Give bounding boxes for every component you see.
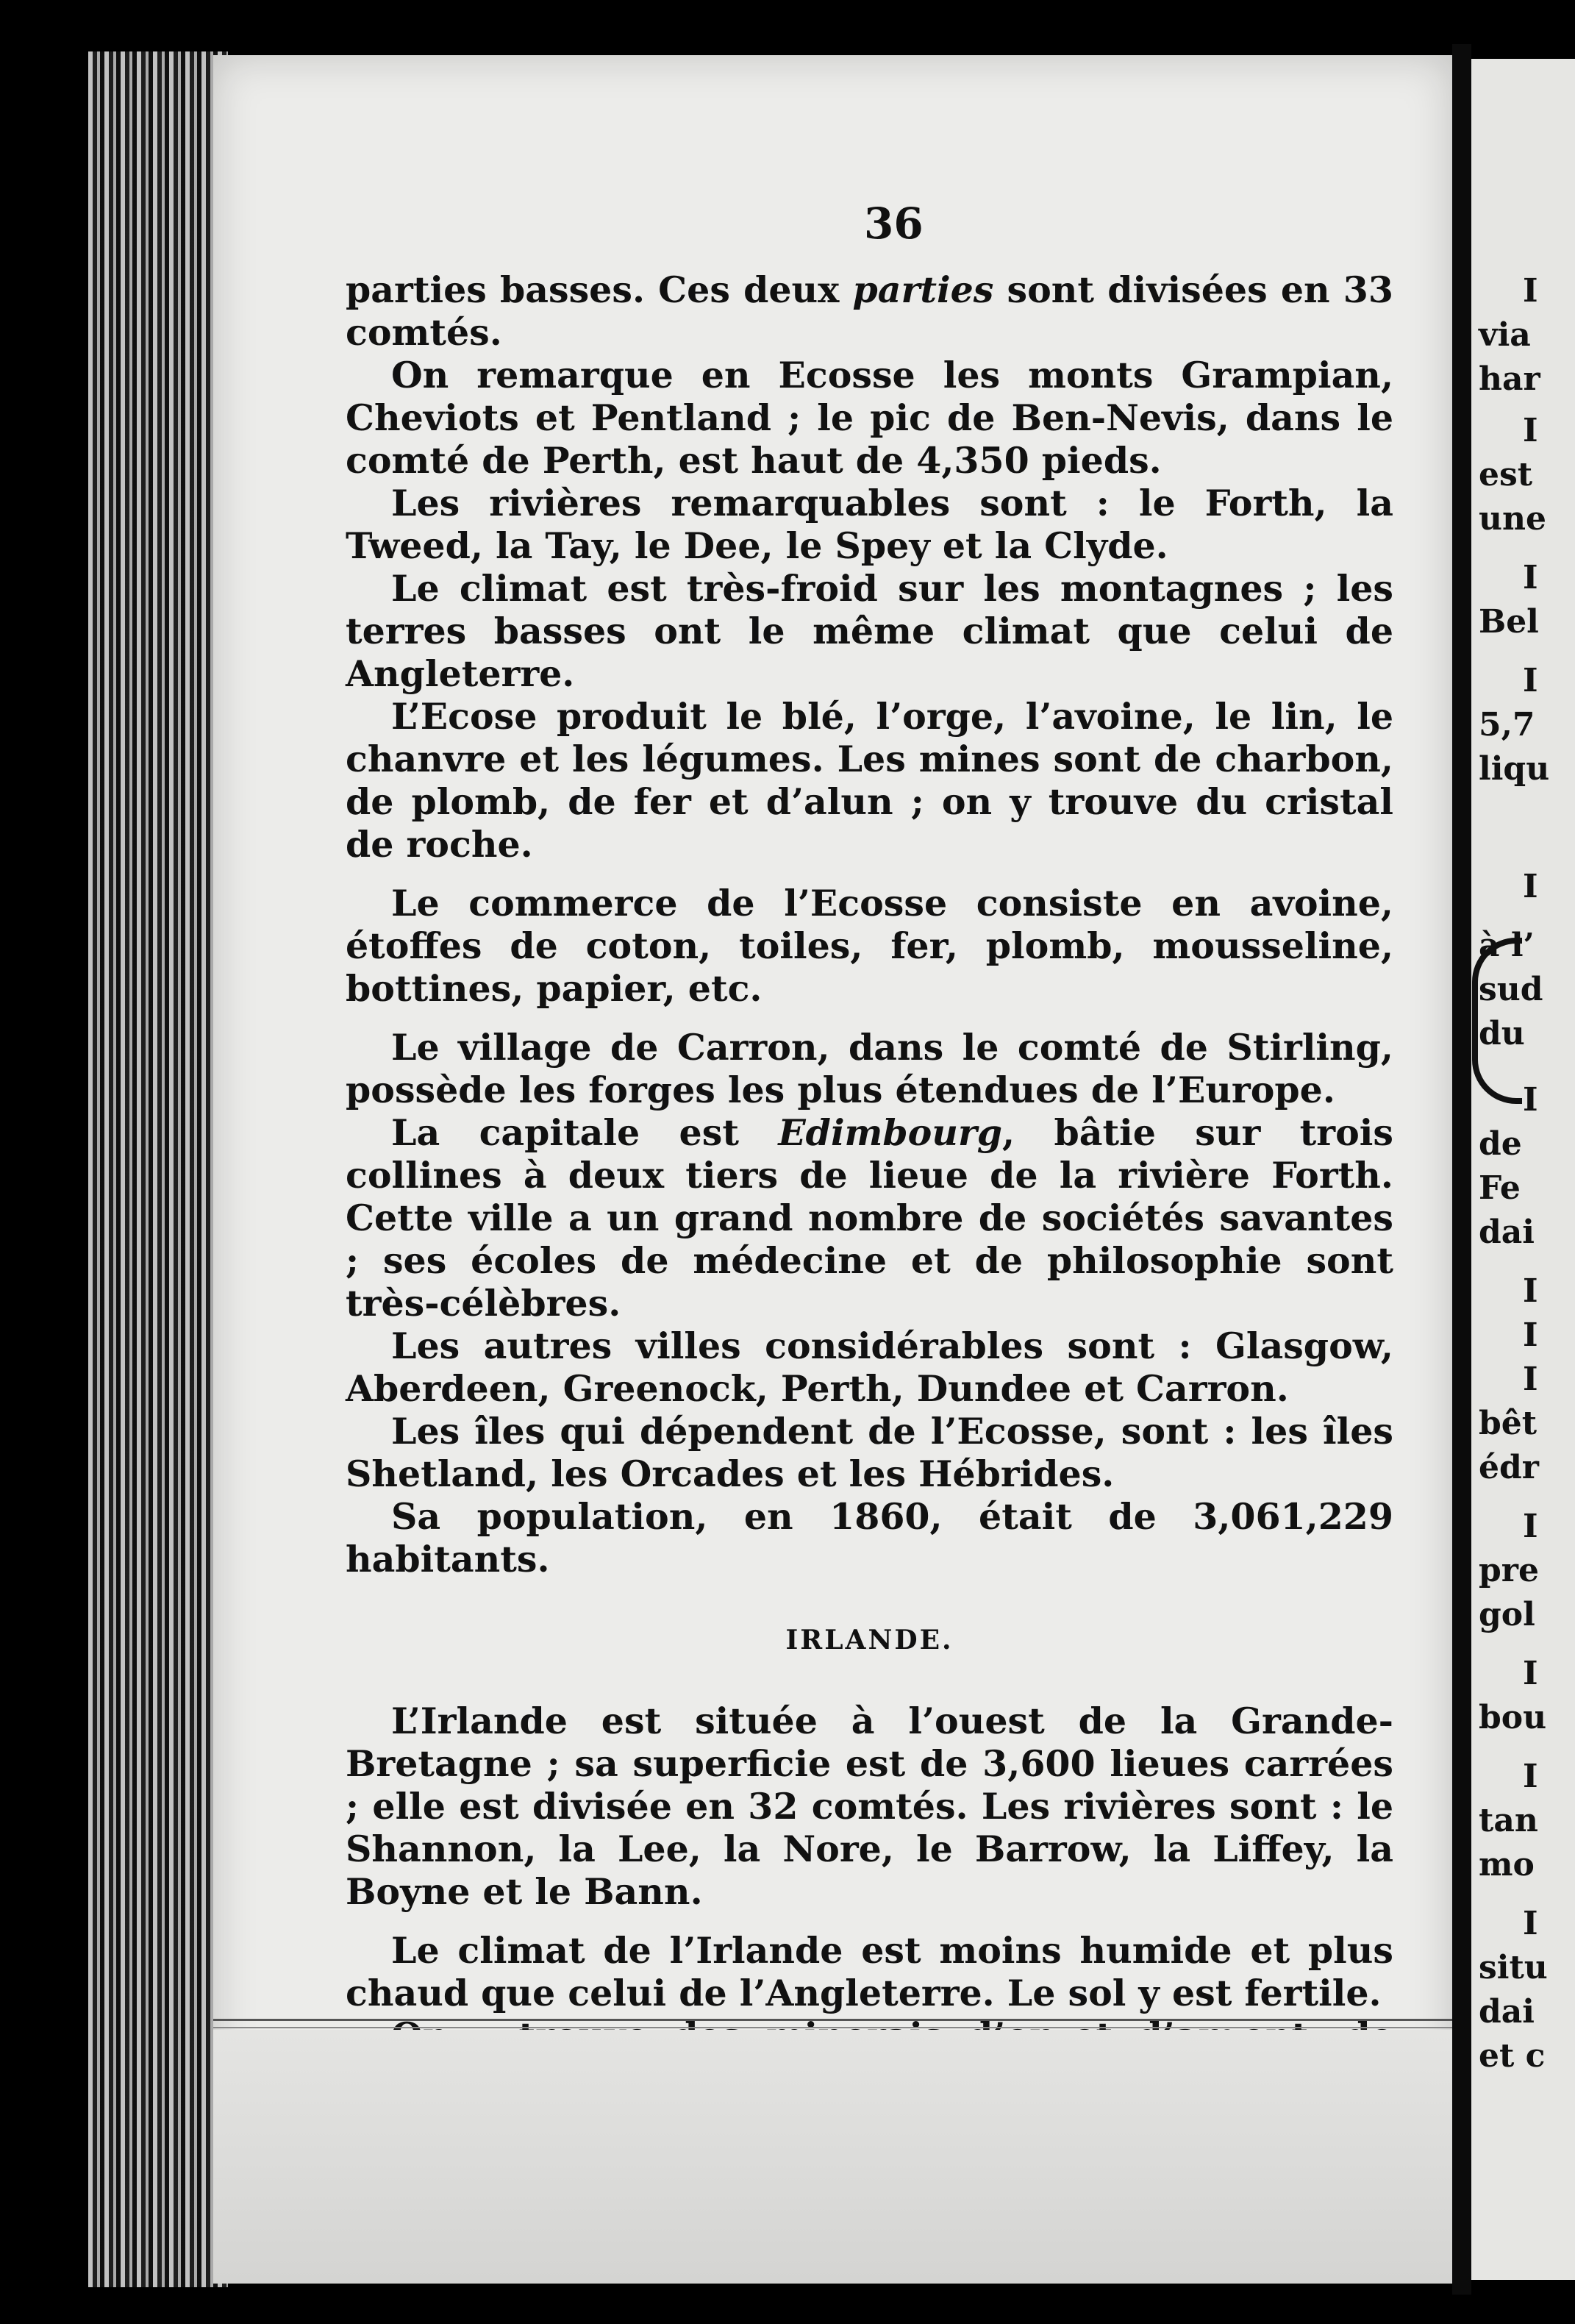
paragraph (346, 482, 1393, 567)
paragraph (346, 1495, 1393, 1580)
text-run: Le climat est très-froid sur les montagnes ; les terres basses ont le même climat que celui de Angleterre. (346, 567, 1393, 695)
right-page-text-fragment: I (1523, 868, 1538, 905)
right-page-text-fragment: Bel (1479, 603, 1539, 641)
right-page-text-fragment: Fe (1479, 1169, 1521, 1207)
text-run: L’Ecose produit le blé, l’orge, l’avoine, le lin, le chanvre et les légumes. Les mines sont de charbon, de plomb, de fer et d’alun ; on y trouve du cristal de roche. (346, 695, 1393, 866)
bottom-margin (213, 2030, 1452, 2284)
right-page-text-fragment: tan (1479, 1802, 1538, 1839)
right-page-text-fragment: I (1523, 1272, 1538, 1310)
text-run: Les autres villes considérables sont : Glasgow, Aberdeen, Greenock, Perth, Dundee et Carron. (346, 1325, 1393, 1410)
text-run: Les îles qui dépendent de l’Ecosse, sont : les îles Shetland, les Orcades et les Hébrides. (346, 1410, 1393, 1495)
paragraph (346, 1111, 1393, 1325)
italic-text: Edimbourg (778, 1111, 1003, 1154)
text-run: Les rivières remarquables sont : le Forth, la Tweed, la Tay, le Dee, le Spey et la Clyde. (346, 482, 1393, 567)
paragraph (346, 882, 1393, 1010)
paragraph (346, 268, 1393, 354)
right-page-fragment (1471, 59, 1575, 2280)
bottom-rule (213, 2019, 1452, 2021)
right-page-text-fragment: est (1479, 456, 1533, 493)
text-run: L’Irlande est située à l’ouest de la Grande-Bretagne ; sa superficie est de 3,600 lieues carrées ; elle est divisée en 32 comtés. Les rivières sont : le Shannon, la Lee, la Nore, le Barrow, la Liffey, la Boyne et le Bann. (346, 1700, 1393, 1913)
right-page-text-fragment: I (1523, 1655, 1538, 1692)
right-page-text-fragment: I (1523, 1905, 1538, 1942)
text-run: , bâtie sur trois collines à deux tiers de lieue de la rivière Forth. Cette ville a un grand nombre de sociétés savantes ; ses écoles de médecine et de philosophie sont très-célèbres. (346, 1111, 1393, 1325)
right-page-text-fragment: I (1523, 1508, 1538, 1545)
paragraph (346, 354, 1393, 482)
text-run: La capitale est (391, 1111, 779, 1154)
right-page-text-fragment: et c (1479, 2037, 1546, 2075)
paragraph (346, 1410, 1393, 1495)
right-page-text-fragment: gol (1479, 1596, 1535, 1633)
right-page-text-fragment: har (1479, 360, 1540, 398)
right-page-text-fragment: I (1523, 272, 1538, 310)
right-page-text-fragment: du (1479, 1015, 1525, 1052)
right-page-text-fragment: I (1523, 1361, 1538, 1398)
page-text (346, 268, 1393, 2100)
right-page-text-fragment: édr (1479, 1449, 1539, 1486)
right-page-text-fragment: bou (1479, 1699, 1547, 1736)
right-page-text-fragment: situ (1479, 1949, 1548, 1986)
text-run: Le commerce de l’Ecosse consiste en avoine, étoffes de coton, toiles, fer, plomb, mousseline, bottines, papier, etc. (346, 882, 1393, 1010)
section-title-irlande: IRLANDE. (785, 1625, 954, 1655)
ecosse-section (346, 268, 1393, 1580)
book-gutter (1452, 44, 1471, 2295)
right-page-text-fragment: de (1479, 1125, 1522, 1163)
right-page-text-fragment: pre (1479, 1552, 1539, 1589)
right-page-text-fragment: bêt (1479, 1405, 1538, 1442)
paragraph (346, 1929, 1393, 2014)
text-run: Le climat de l’Irlande est moins humide et plus chaud que celui de l’Angleterre. Le sol y est fertile. (346, 1929, 1393, 2014)
page-stack-edge (88, 51, 228, 2287)
right-page-text-fragment: I (1523, 1081, 1538, 1119)
paragraph (346, 1700, 1393, 1913)
text-run: Sa population, en 1860, était de 3,061,229 habitants. (346, 1495, 1393, 1580)
right-page-text-fragment: liqu (1479, 750, 1550, 788)
right-page-text-fragment: I (1523, 1316, 1538, 1354)
right-page-text-fragment: I (1523, 559, 1538, 596)
right-page-text-fragment: dai (1479, 1993, 1535, 2031)
page-number: 36 (864, 199, 924, 249)
right-page-text-fragment: à l’ (1479, 927, 1535, 964)
paragraph (346, 567, 1393, 695)
text-run: Le village de Carron, dans le comté de Stirling, possède les forges les plus étendues de l’Europe. (346, 1026, 1393, 1111)
italic-text: parties (852, 268, 994, 311)
right-page-text-fragment: sud (1479, 971, 1543, 1008)
right-page-text-fragment: I (1523, 412, 1538, 449)
text-run: parties basses. Ces deux (346, 268, 853, 311)
right-page-text-fragment: I (1523, 662, 1538, 699)
paragraph (346, 1026, 1393, 1111)
text-run: sont divisées en 33 comtés. (346, 268, 1393, 354)
text-run: On remarque en Ecosse les monts Grampian, Cheviots et Pentland ; le pic de Ben-Nevis, dans le comté de Perth, est haut de 4,350 pieds. (346, 354, 1393, 482)
paragraph (346, 695, 1393, 866)
right-page-text-fragment: mo (1479, 1846, 1535, 1883)
right-page-text-fragment: dai (1479, 1213, 1535, 1251)
bottom-rule-secondary (213, 2027, 1452, 2028)
handwritten-bracket-mark (1472, 938, 1522, 1104)
right-page-text-fragment: une (1479, 500, 1546, 538)
paragraph (346, 1325, 1393, 1410)
right-page-text-fragment: via (1479, 316, 1531, 354)
right-page-text-fragment: 5,7 (1479, 706, 1535, 744)
right-page-text-fragment: I (1523, 1758, 1538, 1795)
